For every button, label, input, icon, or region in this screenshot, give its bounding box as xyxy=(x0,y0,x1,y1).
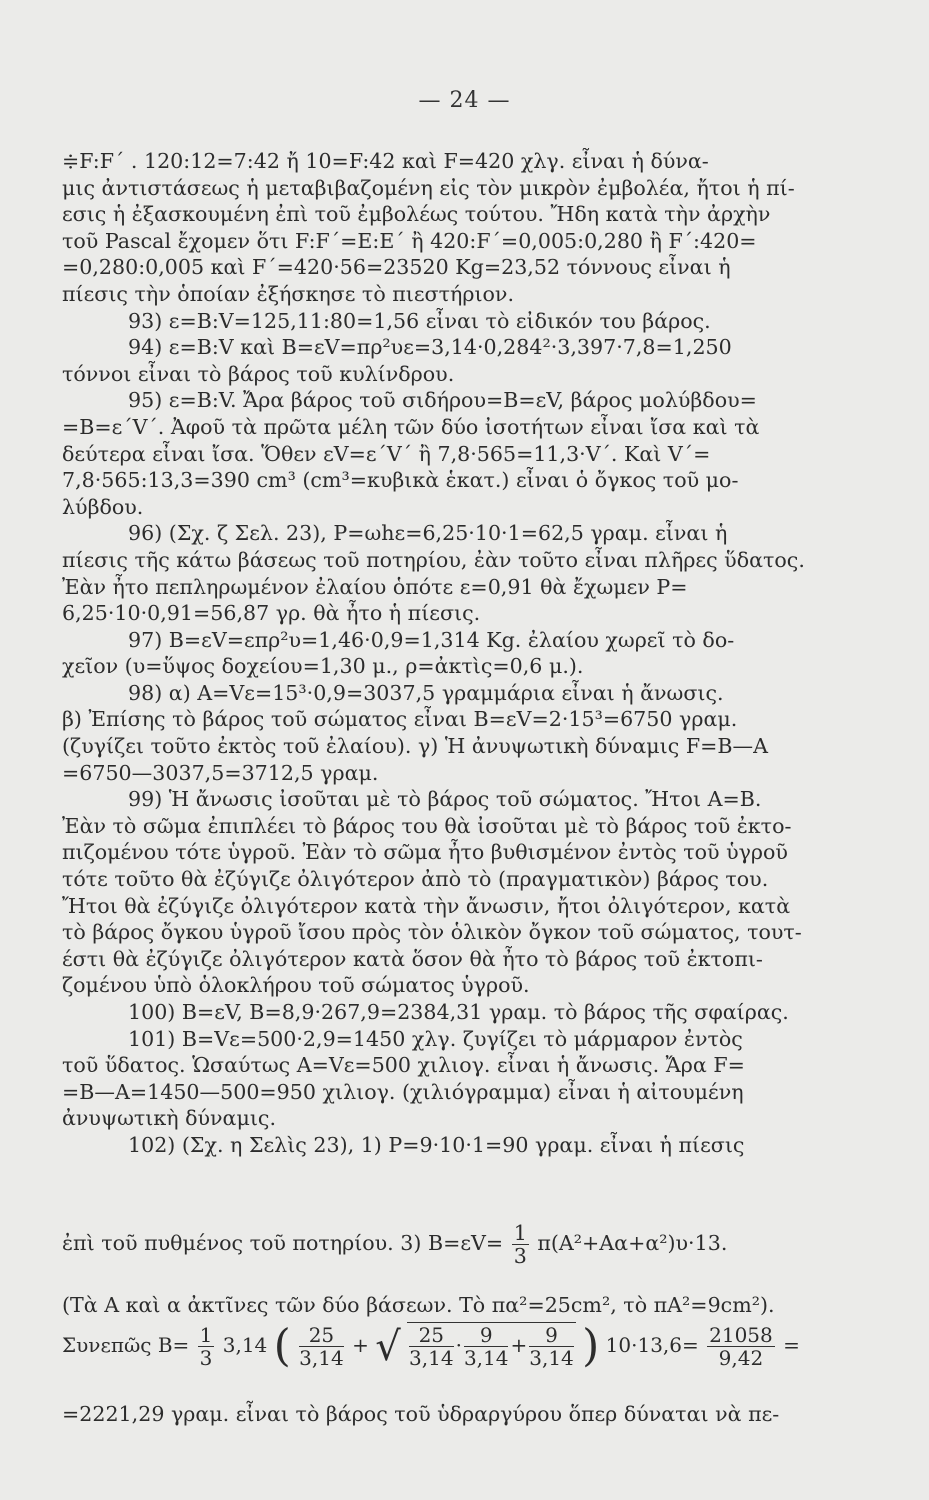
text-line: 93) ε=B:V=125,11:80=1,56 εἶναι τὸ εἰδικόν του βάρος. xyxy=(128,308,711,333)
fraction-numerator: 25 xyxy=(409,1324,454,1347)
plus-sign: + xyxy=(510,1333,528,1357)
text-line: (ζυγίζει τοῦτο ἐκτὸς τοῦ ἐλαίου). γ) Ἡ ἀνυψωτικὴ δύναμις F=B—A xyxy=(62,734,768,759)
text-line: λύβδου. xyxy=(62,494,144,519)
text-line: =6750—3037,5=3712,5 γραμ. xyxy=(62,760,379,785)
text-line-bases: (Τὰ A καὶ α ἀκτῖνες τῶν δύο βάσεων. Τὸ πα²=25cm², τὸ πA²=9cm²). xyxy=(62,1293,775,1317)
fraction-denominator: 3,14 xyxy=(463,1346,509,1370)
fraction-numerator: 21058 xyxy=(709,1323,773,1347)
fraction-numerator: 1 xyxy=(513,1221,527,1245)
text-line: 6,25·10·0,91=56,87 γρ. θὰ ἦτο ἡ πίεσις. xyxy=(62,601,481,626)
text-line: β) Ἐπίσης τὸ βάρος τοῦ σώματος εἶναι B=εV=2·15³=6750 γραμ. xyxy=(62,707,738,732)
fraction-denominator: 3,14 xyxy=(409,1346,454,1370)
formula-2-after: 10·13,6= xyxy=(605,1333,699,1357)
fraction-numerator: 1 xyxy=(199,1323,213,1347)
text-line: 99) Ἡ ἄνωσις ἰσοῦται μὲ τὸ βάρος τοῦ σώματος. Ἤτοι A=B. xyxy=(128,787,762,812)
body-text xyxy=(62,148,880,1159)
text-line: τότε τοῦτο θὰ ἐζύγιζε ὀλιγότερον ἀπὸ τὸ (πραγματικὸν) βάρος του. xyxy=(62,867,769,892)
text-line: χεῖον (υ=ὕψος δοχείου=1,30 μ., ρ=ἀκτὶς=0,6 μ.). xyxy=(62,654,584,679)
close-paren: ) xyxy=(582,1320,600,1372)
open-paren: ( xyxy=(273,1320,291,1372)
dot-sign: · xyxy=(455,1333,462,1357)
text-line: τόννοι εἶναι τὸ βάρος τοῦ κυλίνδρου. xyxy=(62,361,455,386)
text-line: 102) (Σχ. η Σελὶς 23), 1) P=9·10·1=90 γραμ. εἶναι ἡ πίεσις xyxy=(128,1132,745,1157)
formula-1-suffix: π(A²+Aα+α²)υ·13. xyxy=(537,1231,728,1255)
equals-sign: = xyxy=(783,1333,800,1357)
text-line: μις ἀντιστάσεως ἡ μεταβιβαζομένη εἰς τὸν μικρὸν ἐμβολέα, ἤτοι ἡ πί- xyxy=(62,175,795,200)
fraction-denominator: 3,14 xyxy=(299,1346,344,1370)
text-line: πίεσις τῆς κάτω βάσεως τοῦ ποτηρίου, ἐὰν τοῦτο εἶναι πλῆρες ὕδατος. xyxy=(62,547,805,572)
fraction xyxy=(299,1324,344,1369)
fraction-numerator: 9 xyxy=(529,1324,574,1347)
text-line: 98) α) A=Vε=15³·0,9=3037,5 γραμμάρια εἶναι ἡ ἄνωσις. xyxy=(128,680,724,705)
text-line: =0,280:0,005 καὶ F΄=420·56=23520 Kg=23,52 τόννους εἶναι ἡ xyxy=(62,255,731,280)
text-line: πιζομένου τότε ὑγροῦ. Ἐὰν τὸ σῶμα ἦτο βυθισμένον ἐντὸς τοῦ ὑγροῦ xyxy=(62,840,788,865)
formula-2-value: 3,14 xyxy=(222,1333,268,1357)
text-line: Ἐὰν ἦτο πεπληρωμένον ἐλαίου ὁπότε ε=0,91 θὰ ἔχωμεν P= xyxy=(62,574,688,599)
fraction-numerator: 25 xyxy=(299,1324,344,1347)
fraction xyxy=(529,1324,574,1369)
text-line: Ἤτοι θὰ ἐζύγιζε ὀλιγότερον κατὰ τὴν ἄνωσιν, ἤτοι ὀλιγότερον, κατὰ xyxy=(62,893,791,918)
fraction xyxy=(409,1324,454,1369)
text-line: 101) B=Vε=500·2,9=1450 χλγ. ζυγίζει τὸ μάρμαρον ἐντὸς xyxy=(128,1026,743,1051)
text-line: έστι θὰ ἐζύγιζε ὀλιγότερον κατὰ ὅσον θὰ ἦτο τὸ βάρος τοῦ ἐκτοπι- xyxy=(62,946,763,971)
last-line: =2221,29 γραμ. εἶναι τὸ βάρος τοῦ ὑδραργύρου ὅπερ δύναται νὰ πε- xyxy=(62,1402,780,1426)
fraction-numerator: 9 xyxy=(464,1324,509,1347)
fraction-one-third xyxy=(512,1222,529,1267)
formula-line-2 xyxy=(62,1320,892,1372)
fraction-denominator: 3 xyxy=(513,1244,527,1268)
text-line: τοῦ ὕδατος. Ὡσαύτως A=Vε=500 χιλιογ. εἶναι ἡ ἄνωσις. Ἄρα F= xyxy=(62,1053,745,1078)
text-line: δεύτερα εἶναι ἴσα. Ὅθεν εV=ε΄V΄ ἢ 7,8·565=11,3·V΄. Καὶ V΄= xyxy=(62,441,711,466)
text-line: τὸ βάρος ὄγκου ὑγροῦ ἴσου πρὸς τὸν ὁλικὸν ὄγκον τοῦ σώματος, τουτ- xyxy=(62,920,802,945)
text-line: 95) ε=B:V. Ἄρα βάρος τοῦ σιδήρου=B=εV, βάρος μολύβδου= xyxy=(128,388,757,413)
text-line: 7,8·565:13,3=390 cm³ (cm³=κυβικὰ ἑκατ.) εἶναι ὁ ὄγκος τοῦ μο- xyxy=(62,468,739,493)
sqrt-icon: √ xyxy=(375,1323,401,1370)
formula-2-prefix: Συνεπῶς B= xyxy=(62,1333,190,1357)
text-line: τοῦ Pascal ἔχομεν ὅτι F:F΄=E:E΄ ἢ 420:F΄=0,005:0,280 ἢ F΄:420= xyxy=(62,228,757,253)
text-line: =B—A=1450—500=950 χιλιογ. (χιλιόγραμμα) εἶναι ἡ αἰτουμένη xyxy=(62,1079,744,1104)
text-line: εσις ἡ ἐξασκουμένη ἐπὶ τοῦ ἐμβολέως τούτου. Ἤδη κατὰ τὴν ἀρχὴν xyxy=(62,202,771,227)
text-line: 94) ε=B:V καὶ B=εV=πρ²υε=3,14·0,284²·3,397·7,8=1,250 xyxy=(128,335,732,360)
text-line: ἀνυψωτικὴ δύναμις. xyxy=(62,1106,276,1131)
formula-1-prefix: ἐπὶ τοῦ πυθμένος τοῦ ποτηρίου. 3) B=εV= xyxy=(62,1231,504,1255)
fraction xyxy=(707,1324,775,1369)
text-line: =B=ε΄V΄. Ἀφοῦ τὰ πρῶτα μέλη τῶν δύο ἰσοτήτων εἶναι ἴσα καὶ τὰ xyxy=(62,414,760,439)
fraction-denominator: 3 xyxy=(199,1346,213,1370)
text-line: πίεσις τὴν ὁποίαν ἐξήσκησε τὸ πιεστήριον. xyxy=(62,281,514,306)
text-line: 100) B=εV, B=8,9·267,9=2384,31 γραμ. τὸ βάρος τῆς σφαίρας. xyxy=(128,1000,789,1024)
sqrt-content xyxy=(407,1322,576,1369)
text-line: ζομένου ὑπὸ ὁλοκλήρου τοῦ σώματος ὑγροῦ. xyxy=(62,973,530,998)
fraction-denominator: 9,42 xyxy=(718,1346,764,1370)
text-line: ≑F:F΄ . 120:12=7:42 ἤ 10=F:42 καὶ F=420 χλγ. εἶναι ἡ δύνα- xyxy=(62,149,709,173)
formula-line-1 xyxy=(62,1222,892,1267)
fraction xyxy=(198,1324,215,1369)
page-number: — 24 — xyxy=(418,88,511,113)
text-line: 97) B=εV=επρ²υ=1,46·0,9=1,314 Kg. ἐλαίου χωρεῖ τὸ δο- xyxy=(128,627,735,652)
fraction-denominator: 3,14 xyxy=(529,1346,574,1370)
fraction xyxy=(464,1324,509,1369)
text-line: 96) (Σχ. ζ Σελ. 23), P=ωhε=6,25·10·1=62,5 γραμ. εἶναι ἡ xyxy=(128,521,728,546)
text-line: Ἐὰν τὸ σῶμα ἐπιπλέει τὸ βάρος του θὰ ἰσοῦται μὲ τὸ βάρος τοῦ ἐκτο- xyxy=(62,813,792,838)
plus-sign: + xyxy=(352,1333,369,1357)
